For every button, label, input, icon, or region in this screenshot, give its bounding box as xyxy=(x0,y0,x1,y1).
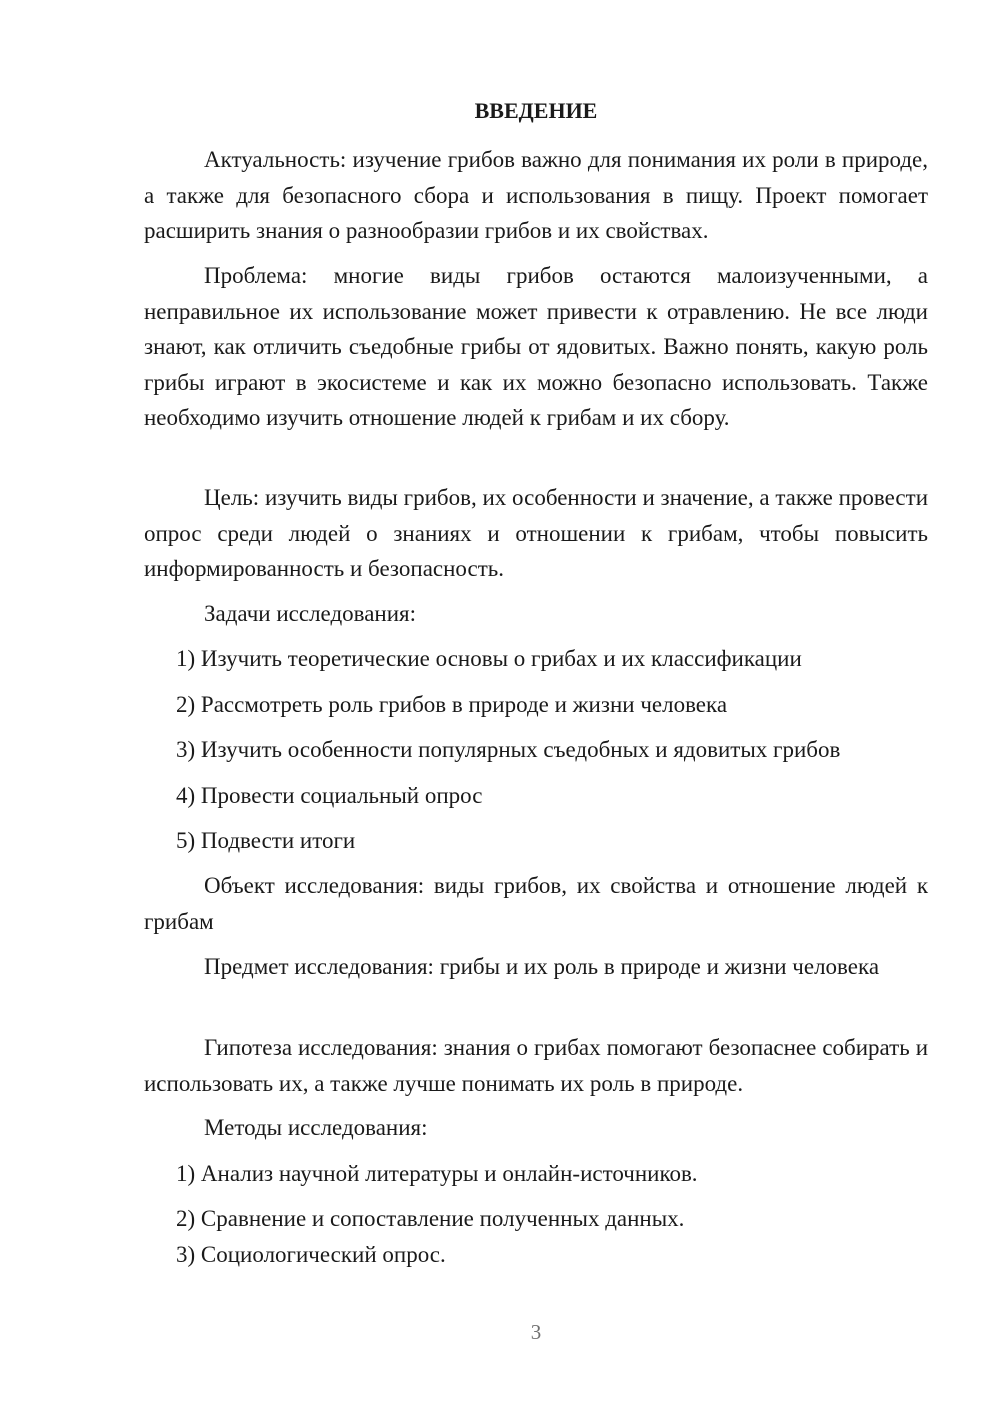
page-number: 3 xyxy=(530,1320,542,1344)
method-item-3: 3) Социологический опрос. xyxy=(176,1242,446,1267)
methods-heading: Методы исследования: xyxy=(204,1115,428,1140)
task-item-4: 4) Провести социальный опрос xyxy=(176,783,483,808)
relevance-paragraph: Актуальность: изучение грибов важно для понимания их роли в природе, а также для безопасного сбора и использования в пищу. Проект помогает расширить знания о разнообразии грибов и их свойствах. xyxy=(144,147,928,243)
method-item-2: 2) Сравнение и сопоставление полученных данных. xyxy=(176,1206,685,1231)
tasks-heading: Задачи исследования: xyxy=(204,601,417,626)
task-item-2: 2) Рассмотреть роль грибов в природе и жизни человека xyxy=(176,692,728,717)
method-item-1: 1) Анализ научной литературы и онлайн-источников. xyxy=(176,1161,698,1186)
object-paragraph: Объект исследования: виды грибов, их свойства и отношение людей к грибам xyxy=(144,873,928,934)
task-item-1: 1) Изучить теоретические основы о грибах и их классификации xyxy=(176,646,802,671)
hypothesis-paragraph: Гипотеза исследования: знания о грибах помогают безопаснее собирать и использовать их, а также лучше понимать их роль в природе. xyxy=(144,1035,928,1096)
goal-paragraph: Цель: изучить виды грибов, их особенности и значение, а также провести опрос среди людей о знаниях и отношении к грибам, чтобы повысить информированность и безопасность. xyxy=(144,485,928,581)
task-item-5: 5) Подвести итоги xyxy=(176,828,356,853)
page-title: ВВЕДЕНИЕ xyxy=(474,98,598,123)
task-item-3: 3) Изучить особенности популярных съедобных и ядовитых грибов xyxy=(176,737,841,762)
subject-paragraph: Предмет исследования: грибы и их роль в природе и жизни человека xyxy=(204,954,880,979)
problem-paragraph: Проблема: многие виды грибов остаются малоизученными, а неправильное их использование может привести к отравлению. Не все люди знают, как отличить съедобные грибы от ядовитых. Важно понять, какую роль грибы играют в экосистеме и как их можно безопасно использовать. Также необходимо изучить отношение людей к грибам и их сбору. xyxy=(144,263,928,430)
